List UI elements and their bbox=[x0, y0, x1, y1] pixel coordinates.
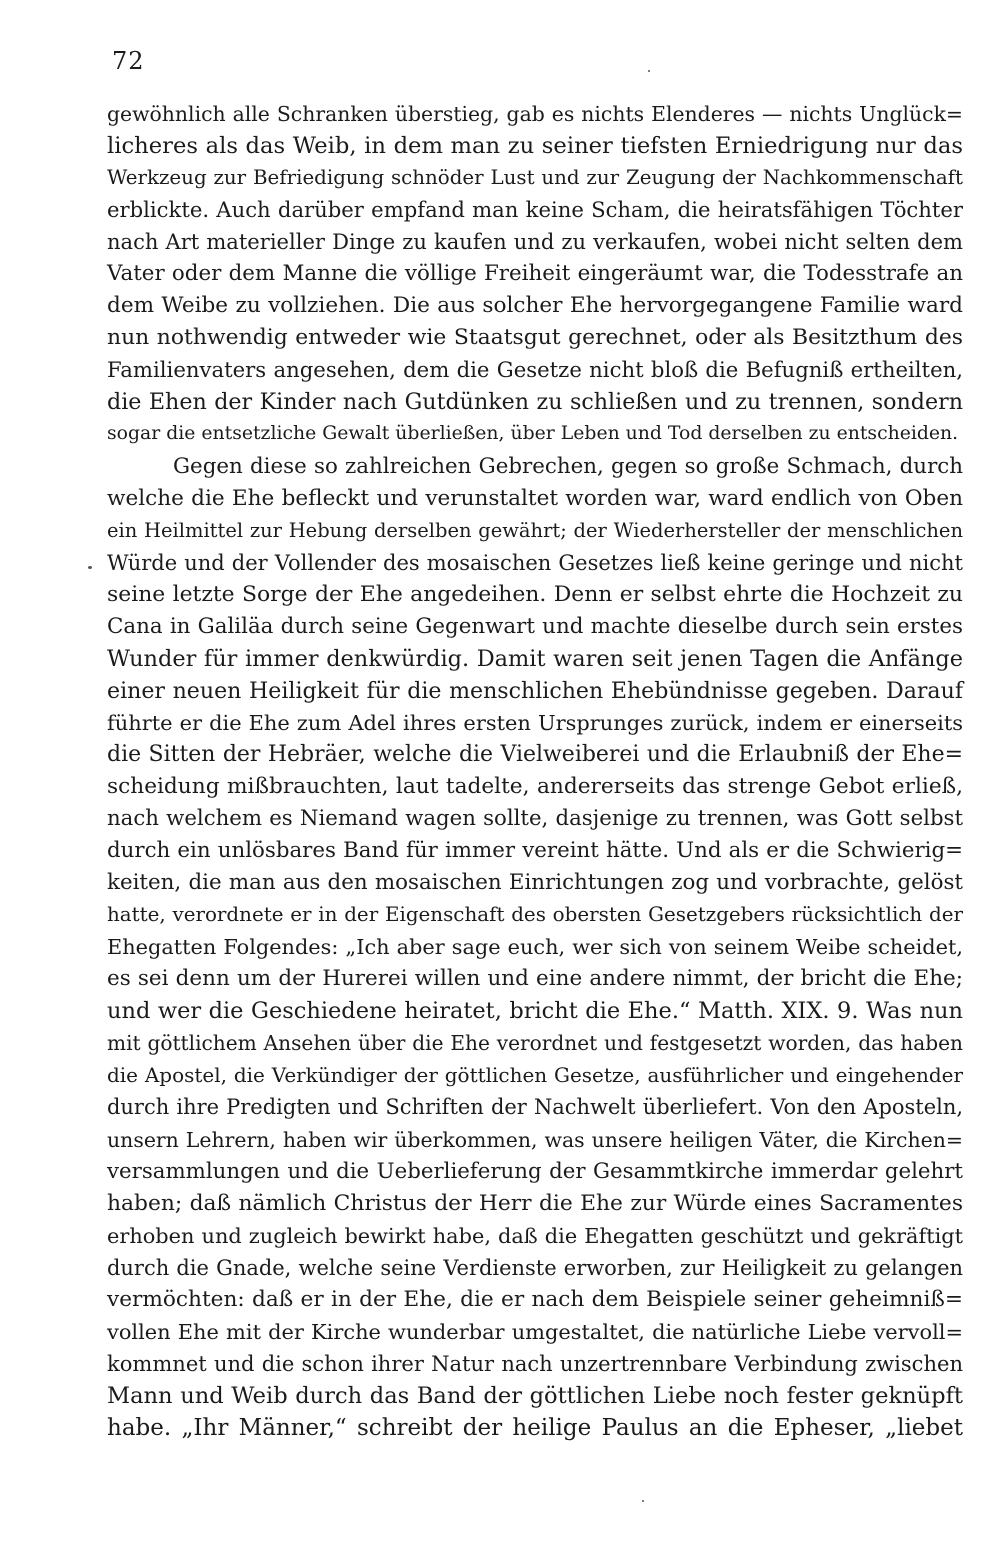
text-line: Wunder für immer denkwürdig. Damit waren seit jenen Tagen die Anfänge bbox=[107, 645, 963, 672]
text-line: licheres als das Weib, in dem man zu seiner tiefsten Erniedrigung nur das bbox=[107, 133, 963, 160]
text-line: mit göttlichem Ansehen über die Ehe verordnet und festgesetzt worden, das haben bbox=[107, 1031, 963, 1056]
text-line: es sei denn um der Hurerei willen und eine andere nimmt, der bricht die Ehe; bbox=[107, 966, 963, 992]
text-line: kommnet und die schon ihrer Natur nach unzertrennbare Verbindung zwischen bbox=[107, 1350, 963, 1376]
text-line: seine letzte Sorge der Ehe angedeihen. Denn er selbst ehrte die Hochzeit zu bbox=[107, 581, 963, 607]
text-line: durch ihre Predigten und Schriften der Nachwelt überliefert. Von den Aposteln, bbox=[107, 1095, 963, 1120]
text-line: Familienvaters angesehen, dem die Gesetze nicht bloß die Befugniß ertheilten, bbox=[107, 357, 963, 383]
text-line: hatte, verordnete er in der Eigenschaft des obersten Gesetzgebers rücksichtlich der bbox=[107, 903, 963, 927]
text-line: nun nothwendig entweder wie Staatsgut gerechnet, oder als Besitzthum des bbox=[107, 325, 963, 351]
scan-speck bbox=[88, 566, 92, 569]
text-line: welche die Ehe befleckt und verunstaltet worden war, ward endlich von Oben bbox=[107, 485, 963, 511]
text-line: und wer die Geschiedene heiratet, bricht die Ehe.“ Matth. XIX. 9. Was nun bbox=[107, 998, 963, 1025]
text-line: Würde und der Vollender des mosaischen Gesetzes ließ keine geringe und nicht bbox=[107, 550, 963, 575]
scan-speck bbox=[648, 70, 650, 72]
text-line: scheidung mißbrauchten, laut tadelte, andererseits das strenge Gebot erließ, bbox=[107, 773, 963, 799]
text-line: vermöchten: daß er in der Ehe, die er nach dem Beispiele seiner geheimniß= bbox=[107, 1286, 963, 1312]
text-line: haben; daß nämlich Christus der Herr die Ehe zur Würde eines Sacramentes bbox=[107, 1190, 963, 1216]
text-line: ein Heilmittel zur Hebung derselben gewährt; der Wiederhersteller der menschlichen bbox=[107, 518, 963, 542]
text-line: führte er die Ehe zum Adel ihres ersten Ursprunges zurück, indem er einerseits bbox=[107, 710, 963, 735]
text-line: habe. „Ihr Männer,“ schreibt der heilige Paulus an die Epheser, „liebet bbox=[107, 1414, 963, 1441]
scan-speck bbox=[642, 1500, 644, 1502]
text-line: vollen Ehe mit der Kirche wunderbar umgestaltet, die natürliche Liebe vervoll= bbox=[107, 1319, 963, 1344]
text-line: die Apostel, die Verkündiger der göttlichen Gesetze, ausführlicher und eingehender bbox=[107, 1063, 963, 1088]
text-line: nach welchem es Niemand wagen sollte, dasjenige zu trennen, was Gott selbst bbox=[107, 806, 963, 832]
text-line: die Sitten der Hebräer, welche die Vielweiberei und die Erlaubniß der Ehe= bbox=[107, 741, 963, 767]
text-line: Werkzeug zur Befriedigung schnöder Lust und zur Zeugung der Nachkommenschaft bbox=[107, 166, 963, 190]
text-line: durch die Gnade, welche seine Verdienste erworben, zur Heiligkeit zu gelangen bbox=[107, 1255, 963, 1280]
text-line: Vater oder dem Manne die völlige Freiheit eingeräumt war, die Todesstrafe an bbox=[107, 261, 963, 287]
text-line: Ehegatten Folgendes: „Ich aber sage euch, wer sich von seinem Weibe scheidet, bbox=[107, 935, 963, 960]
paragraph-end-line: sogar die entsetzliche Gewalt überließen, über Leben und Tod derselben zu entscheiden. bbox=[107, 423, 959, 445]
text-line: gewöhnlich alle Schranken überstieg, gab es nichts Elenderes — nichts Unglück= bbox=[107, 102, 963, 126]
text-line: erblickte. Auch darüber empfand man keine Scham, die heiratsfähigen Töchter bbox=[107, 197, 963, 223]
page-number: 72 bbox=[112, 47, 145, 75]
body-text bbox=[107, 98, 963, 1444]
text-line: durch ein unlösbares Band für immer vereint hätte. Und als er die Schwierig= bbox=[107, 838, 963, 864]
text-line: versammlungen und die Ueberlieferung der Gesammtkirche immerdar gelehrt bbox=[107, 1158, 963, 1184]
text-line: die Ehen der Kinder nach Gutdünken zu schließen und zu trennen, sondern bbox=[107, 389, 963, 416]
text-line: unsern Lehrern, haben wir überkommen, was unsere heiligen Väter, die Kirchen= bbox=[107, 1127, 963, 1152]
text-line: Cana in Galiläa durch seine Gegenwart und machte dieselbe durch sein erstes bbox=[107, 613, 963, 639]
text-line: einer neuen Heiligkeit für die menschlichen Ehebündnisse gegeben. Darauf bbox=[107, 677, 963, 704]
text-line: keiten, die man aus den mosaischen Einrichtungen zog und vorbrachte, gelöst bbox=[107, 870, 963, 896]
text-line: Mann und Weib durch das Band der göttlichen Liebe noch fester geknüpft bbox=[107, 1382, 963, 1409]
text-line: dem Weibe zu vollziehen. Die aus solcher Ehe hervorgegangene Familie ward bbox=[107, 293, 963, 319]
text-line: nach Art materieller Dinge zu kaufen und zu verkaufen, wobei nicht selten dem bbox=[107, 229, 963, 255]
text-line: erhoben und zugleich bewirkt habe, daß die Ehegatten geschützt und gekräftigt bbox=[107, 1223, 963, 1248]
paragraph-start-line: Gegen diese so zahlreichen Gebrechen, gegen so große Schmach, durch bbox=[173, 453, 963, 479]
